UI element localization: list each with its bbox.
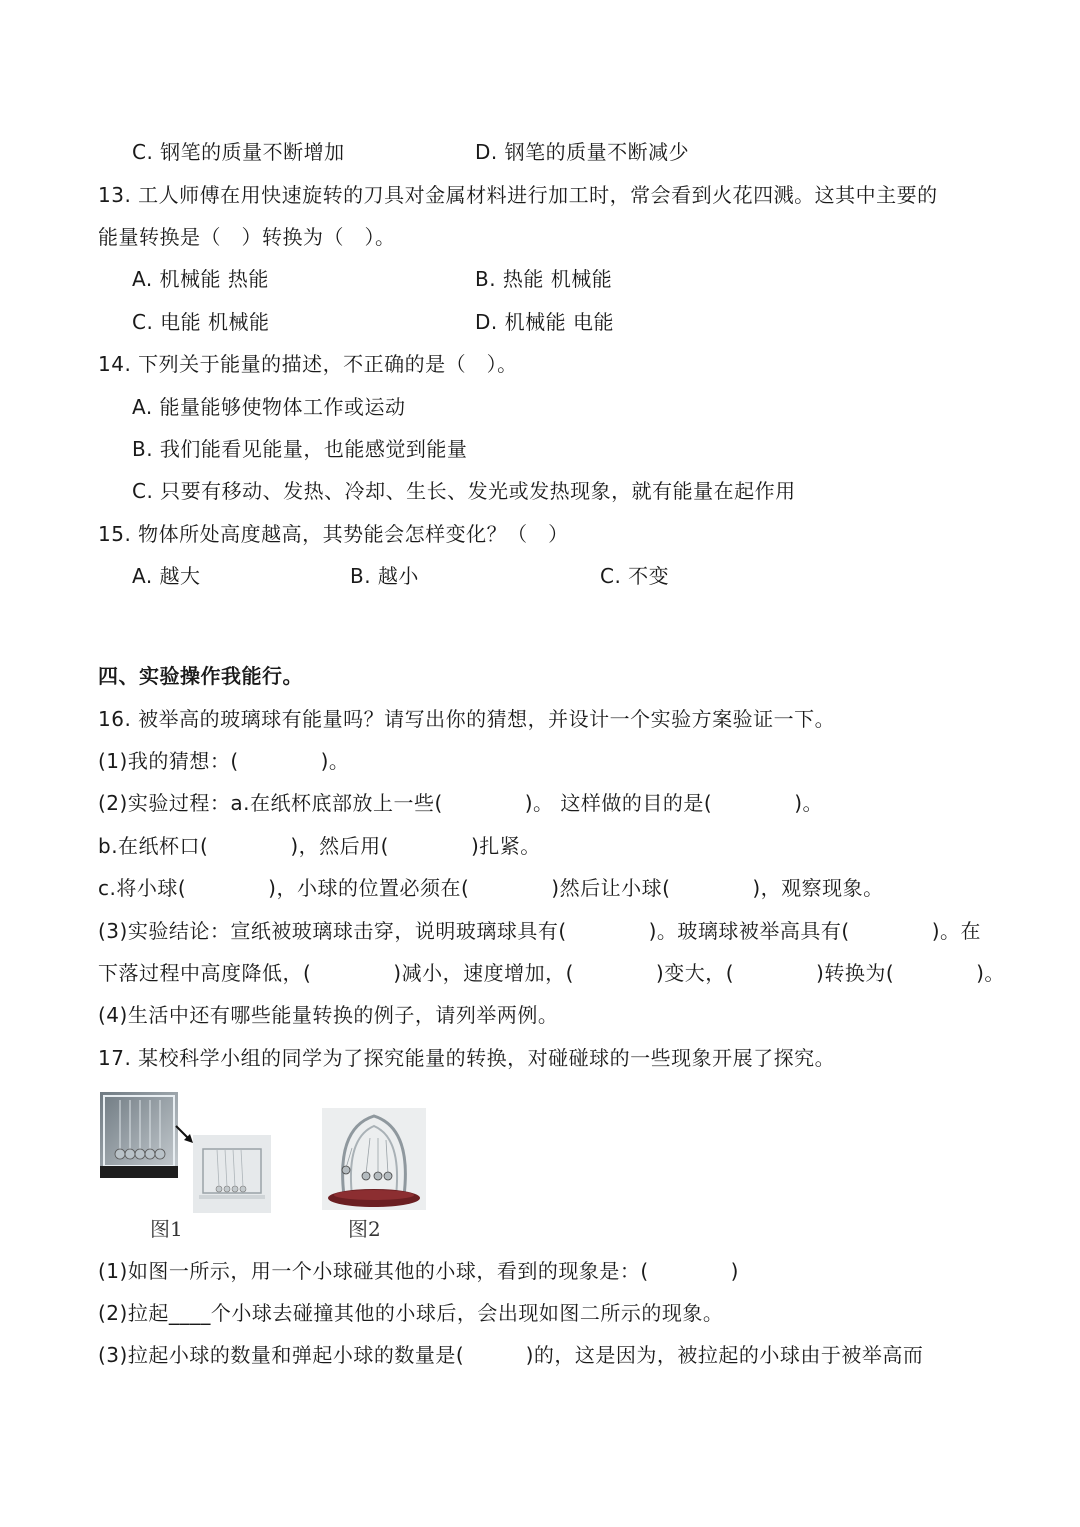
- q16-part3a: (3)实验结论：宣纸被玻璃球击穿，说明玻璃球具有( )。玻璃球被举高具有( )。在: [98, 919, 982, 943]
- q15-option-c: C. 不变: [600, 564, 670, 588]
- q17-part2: (2)拉起____个小球去碰撞其他的小球后，会出现如图二所示的现象。: [98, 1301, 724, 1325]
- q17-part1: (1)如图一所示，用一个小球碰其他的小球，看到的现象是：( ): [98, 1259, 739, 1283]
- q16-part2b: b.在纸杯口( )，然后用( )扎紧。: [98, 834, 541, 858]
- q13-stem-line1: 13. 工人师傅在用快速旋转的刀具对金属材料进行加工时，常会看到火花四溅。这其中主要的: [98, 183, 938, 207]
- q15-stem: 15. 物体所处高度越高，其势能会怎样变化？（ ）: [98, 522, 569, 546]
- q16-stem: 16. 被举高的玻璃球有能量吗？请写出你的猜想，并设计一个实验方案验证一下。: [98, 707, 836, 731]
- q16-part3b: 下落过程中高度降低，( )减小，速度增加，( )变大，( )转换为( )。: [98, 961, 1005, 985]
- q14-option-c: C. 只要有移动、发热、冷却、生长、发光或发热现象，就有能量在起作用: [132, 479, 796, 503]
- q16-part1: (1)我的猜想：( )。: [98, 749, 350, 773]
- q13-stem-line2: 能量转换是（ ）转换为（ ）。: [98, 225, 396, 249]
- q13-option-c: C. 电能 机械能: [132, 310, 270, 334]
- q17-part3: (3)拉起小球的数量和弹起小球的数量是( )的，这是因为，被拉起的小球由于被举高而: [98, 1343, 924, 1367]
- q13-option-b: B. 热能 机械能: [475, 267, 613, 291]
- q15-option-a: A. 越大: [132, 564, 201, 588]
- section-heading: 四、实验操作我能行。: [98, 664, 303, 688]
- q15-option-b: B. 越小: [350, 564, 419, 588]
- q13-option-a: A. 机械能 热能: [132, 267, 269, 291]
- q14-stem: 14. 下列关于能量的描述，不正确的是（ ）。: [98, 352, 518, 376]
- figure1-cradle-photo-2: [193, 1135, 271, 1213]
- q12-option-c: C. 钢笔的质量不断增加: [132, 140, 345, 164]
- figure1-cradle-photo: [100, 1092, 178, 1178]
- q16-part4: (4)生活中还有哪些能量转换的例子，请列举两例。: [98, 1003, 559, 1027]
- figure2-cradle-photo: [322, 1108, 426, 1210]
- q16-part2a: (2)实验过程：a.在纸杯底部放上一些( )。 这样做的目的是( )。: [98, 791, 824, 815]
- q17-stem: 17. 某校科学小组的同学为了探究能量的转换，对碰碰球的一些现象开展了探究。: [98, 1046, 836, 1070]
- q14-option-a: A. 能量能够使物体工作或运动: [132, 395, 406, 419]
- q13-option-d: D. 机械能 电能: [475, 310, 614, 334]
- q16-part2c: c.将小球( )，小球的位置必须在( )然后让小球( )，观察现象。: [98, 876, 884, 900]
- figure2-caption: 图2: [348, 1217, 381, 1241]
- q12-option-d: D. 钢笔的质量不断减少: [475, 140, 690, 164]
- figure1-caption: 图1: [150, 1217, 183, 1241]
- q14-option-b: B. 我们能看见能量，也能感觉到能量: [132, 437, 468, 461]
